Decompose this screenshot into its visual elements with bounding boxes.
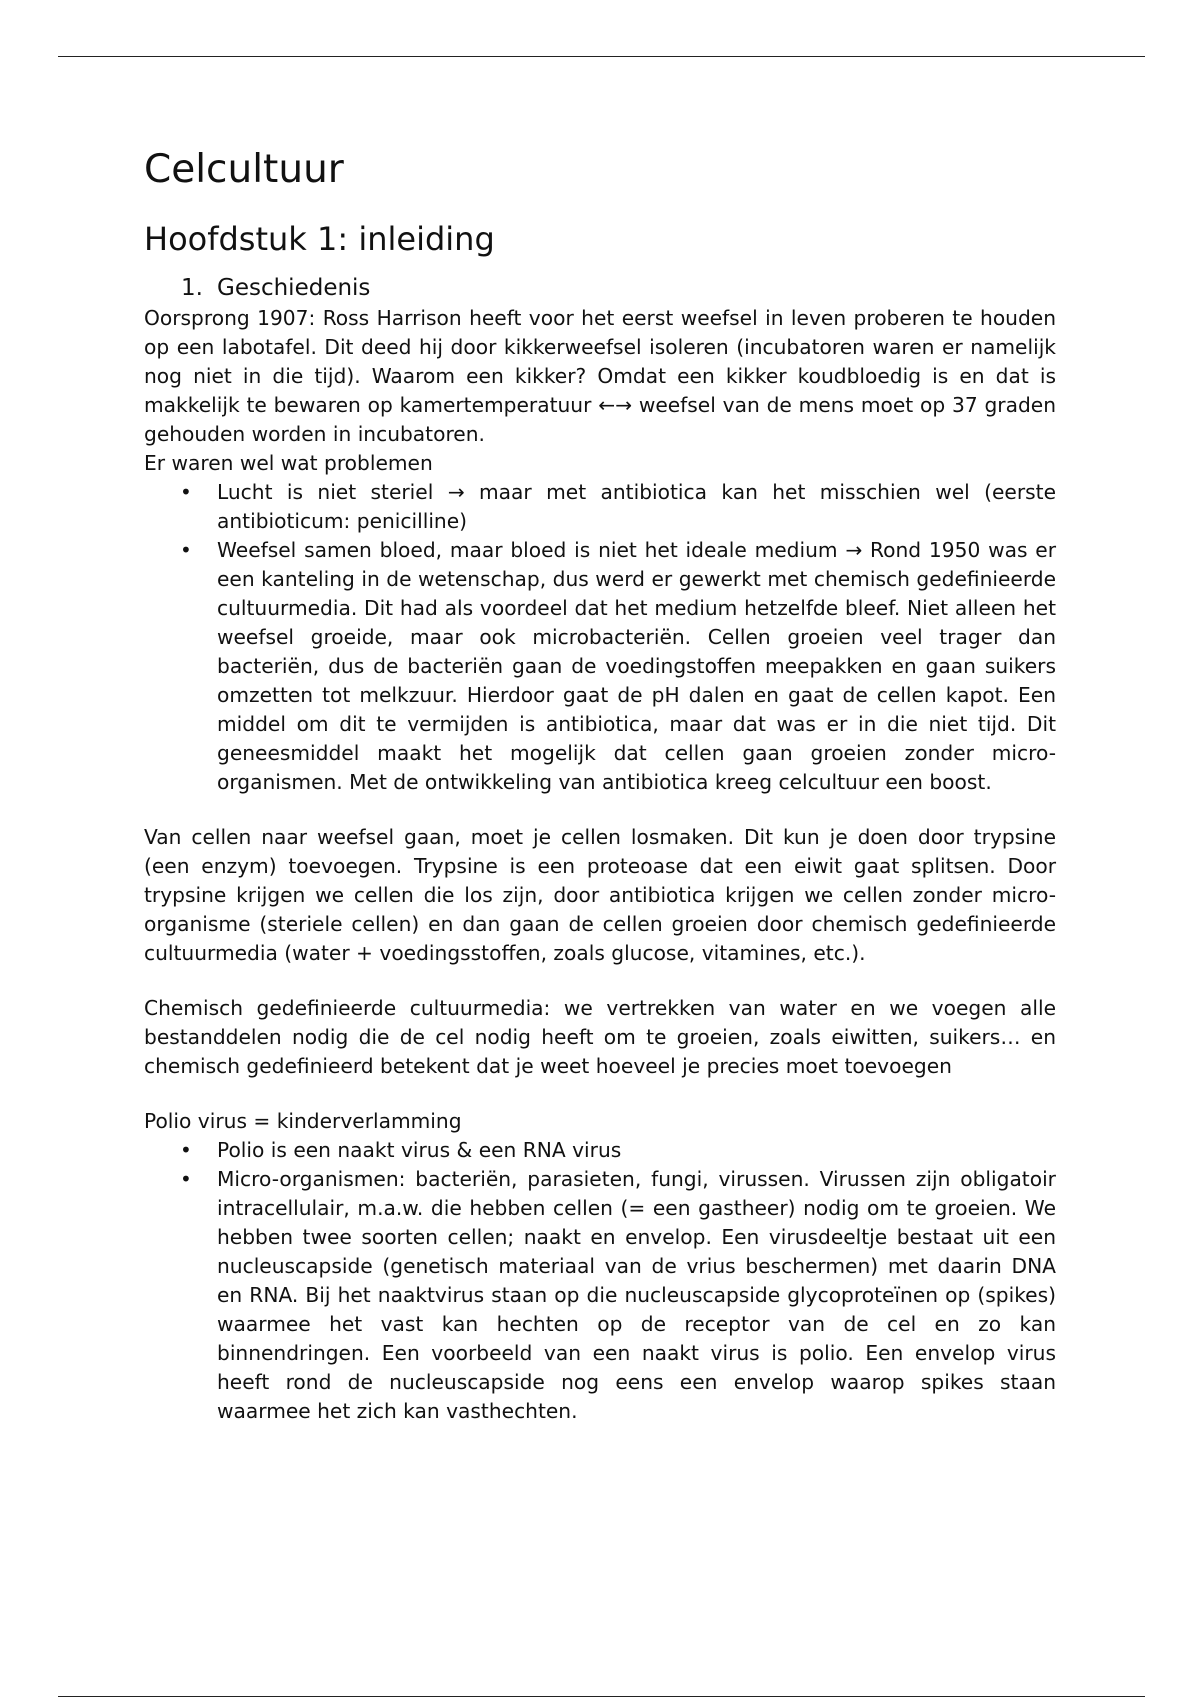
- polio-intro: Polio virus = kinderverlamming: [144, 1109, 462, 1133]
- footer-rule: [58, 1696, 1145, 1697]
- intro-paragraph: Oorsprong 1907: Ross Harrison heeft voor het eerst weefsel in leven proberen te houden op een labotafel. Dit deed hij door kikkerweefsel isoleren (incubatoren waren er namelijk nog niet in die tijd). Waarom een kikker? Omdat een kikker koudbloedig is en dat is makkelijk te bewaren op kamertemperatuur ←→ weefsel van de mens moet op 37 graden gehouden worden in incubatoren.: [144, 306, 1056, 446]
- list-item-text: Polio is een naakt virus & een RNA virus: [217, 1138, 622, 1162]
- problems-intro: Er waren wel wat problemen: [144, 451, 433, 475]
- list-item: [144, 1136, 1056, 1165]
- bullet-icon: •: [180, 538, 192, 562]
- paragraph-spacer: [144, 797, 1056, 823]
- problems-list: [144, 478, 1056, 797]
- paragraph-spacer: [144, 1081, 1056, 1107]
- bullet-icon: •: [180, 1138, 192, 1162]
- polio-list: [144, 1136, 1056, 1426]
- list-item-text: Micro-organismen: bacteriën, parasieten, fungi, virussen. Virussen zijn obligatoir intracellulair, m.a.w. die hebben cellen (= een gastheer) nodig om te groeien. We hebben twee soorten cellen; naakt en envelop. Een virusdeeltje bestaat uit een nucleuscapside (genetisch materiaal van de vrius beschermen) met daarin DNA en RNA. Bij het naaktvirus staan op die nucleuscapside glycoproteïnen op (spikes) waarmee het vast kan hechten op de receptor van de cel en zo kan binnendringen. Een voorbeeld van een naakt virus is polio. Een envelop virus heeft rond de nucleuscapside nog eens een envelop waarop spikes staan waarmee het zich kan vasthechten.: [217, 1167, 1056, 1423]
- section-title: Geschiedenis: [217, 275, 371, 301]
- trypsine-paragraph: Van cellen naar weefsel gaan, moet je cellen losmaken. Dit kun je doen door trypsine (een enzym) toevoegen. Trypsine is een proteoase dat een eiwit gaat splitsen. Door trypsine krijgen we cellen die los zijn, door antibiotica krijgen we cellen zonder micro-organisme (steriele cellen) en dan gaan de cellen groeien door chemisch gedefinieerde cultuurmedia (water + voedingsstoffen, zoals glucose, vitamines, etc.).: [144, 825, 1056, 965]
- list-item-text: Lucht is niet steriel → maar met antibiotica kan het misschien wel (eerste antibioticum: penicilline): [217, 480, 1056, 533]
- media-paragraph: Chemisch gedefinieerde cultuurmedia: we vertrekken van water en we voegen alle bestanddelen nodig die de cel nodig heeft om te groeien, zoals eiwitten, suikers… en chemisch gedefinieerd betekent dat je weet hoeveel je precies moet toevoegen: [144, 996, 1056, 1078]
- document-body: [144, 145, 1056, 1426]
- list-item: [144, 536, 1056, 797]
- bullet-icon: •: [180, 480, 192, 504]
- list-item: [144, 478, 1056, 536]
- header-rule: [58, 56, 1145, 57]
- document-title: Celcultuur: [144, 147, 344, 192]
- bullet-icon: •: [180, 1167, 192, 1191]
- list-item-text: Weefsel samen bloed, maar bloed is niet het ideale medium → Rond 1950 was er een kanteling in de wetenschap, dus werd er gewerkt met chemisch gedefinieerde cultuurmedia. Dit had als voordeel dat het medium hetzelfde bleef. Niet alleen het weefsel groeide, maar ook microbacteriën. Cellen groeien veel trager dan bacteriën, dus de bacteriën gaan de voedingstoffen meepakken en gaan suikers omzetten tot melkzuur. Hierdoor gaat de pH dalen en gaat de cellen kapot. Een middel om dit te vermijden is antibiotica, maar dat was er in die niet tijd. Dit geneesmiddel maakt het mogelijk dat cellen gaan groeien zonder micro-organismen. Met de ontwikkeling van antibiotica kreeg celcultuur een boost.: [217, 538, 1056, 794]
- section-heading: [181, 274, 1056, 302]
- list-item: [144, 1165, 1056, 1426]
- chapter-title: Hoofdstuk 1: inleiding: [144, 220, 495, 258]
- section-number: 1.: [181, 275, 203, 301]
- paragraph-spacer: [144, 968, 1056, 994]
